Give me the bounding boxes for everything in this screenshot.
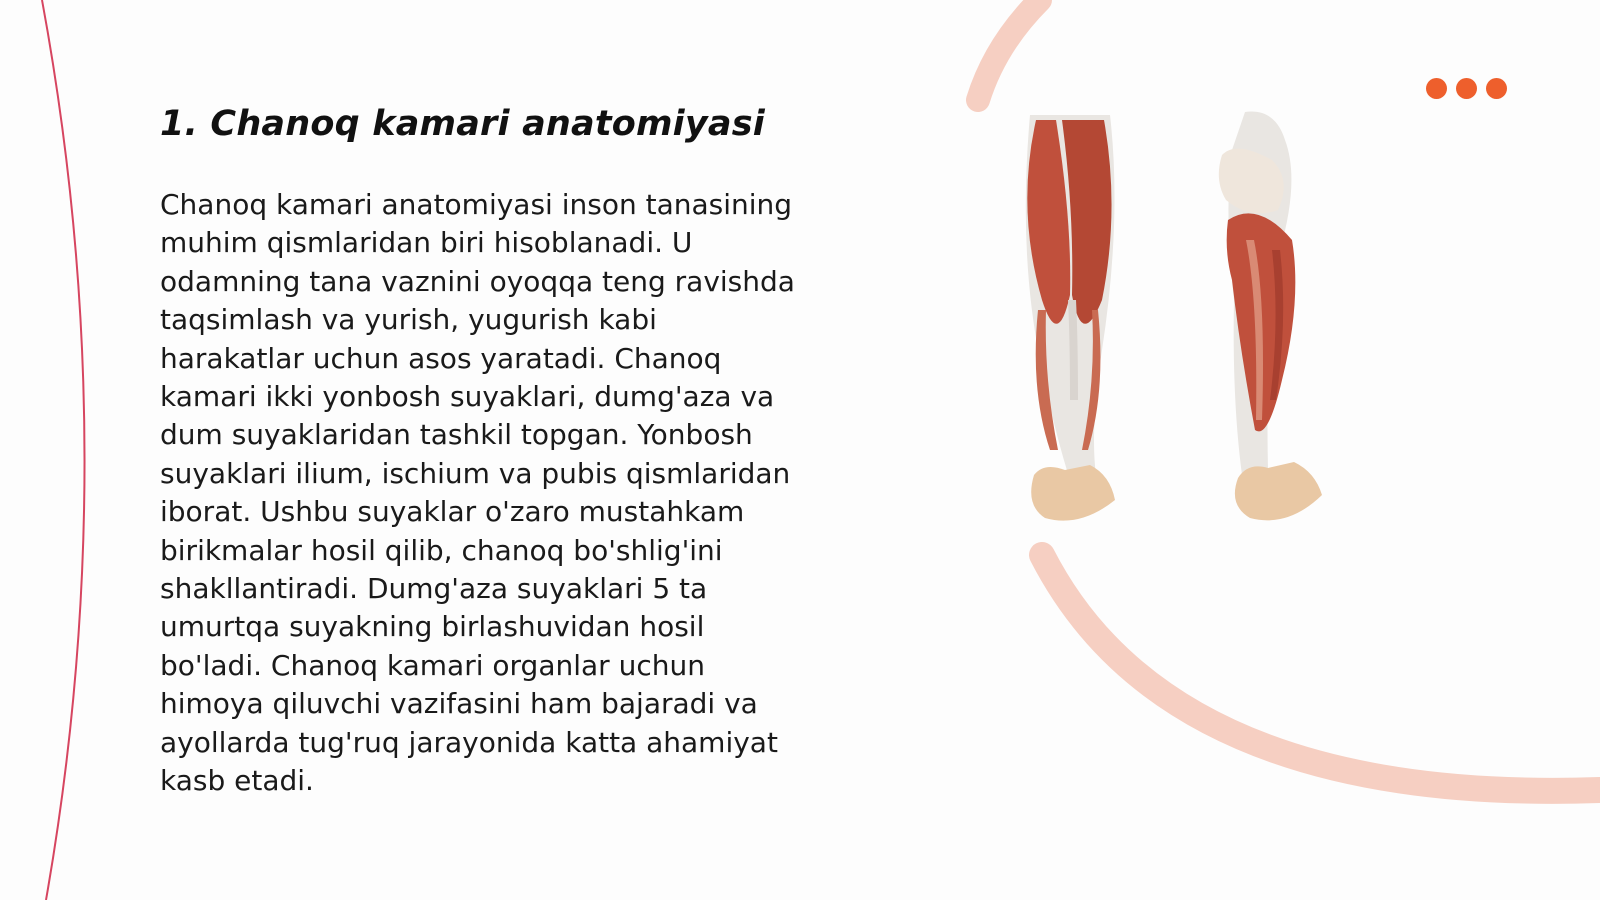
menu-dots-icon [1426,78,1516,100]
leg-muscle-anatomy-icon [1010,100,1370,540]
dot-1 [1426,78,1447,99]
dot-3 [1486,78,1507,99]
leg-posterior-view [1026,115,1115,521]
leg-deep-view [1219,112,1322,521]
ring-arc-top [978,0,1040,100]
slide-body-text: Chanoq kamari anatomiyasi inson tanasining muhim qismlaridan biri hisoblanadi. U odamning tana vaznini oyoqqa teng ravishda taqsimlash va yurish, yugurish kabi harakatlar uchun asos yaratadi. Chanoq kamari ikki yonbosh suyaklari, dumg'aza va dum suyaklaridan tashkil topgan. Yonbosh suyaklari ilium, ischium va pubis qismlaridan iborat. Ushbu suyaklar o'zaro mustahkam birikmalar hosil qilib, chanoq bo'shlig'ini shakllantiradi. Dumg'aza suyaklari 5 ta umurtqa suyakning birlashuvidan hosil bo'ladi. Chanoq kamari organlar uchun himoya qiluvchi vazifasini ham bajaradi va ayollarda tug'ruq jarayonida katta ahamiyat kasb etadi. [160,188,795,798]
ring-arc-bottom [1042,555,1600,791]
left-arc-line [42,0,85,900]
slide-title: 1. Chanoq kamari anatomiyasi [160,104,765,144]
dot-2 [1456,78,1477,99]
